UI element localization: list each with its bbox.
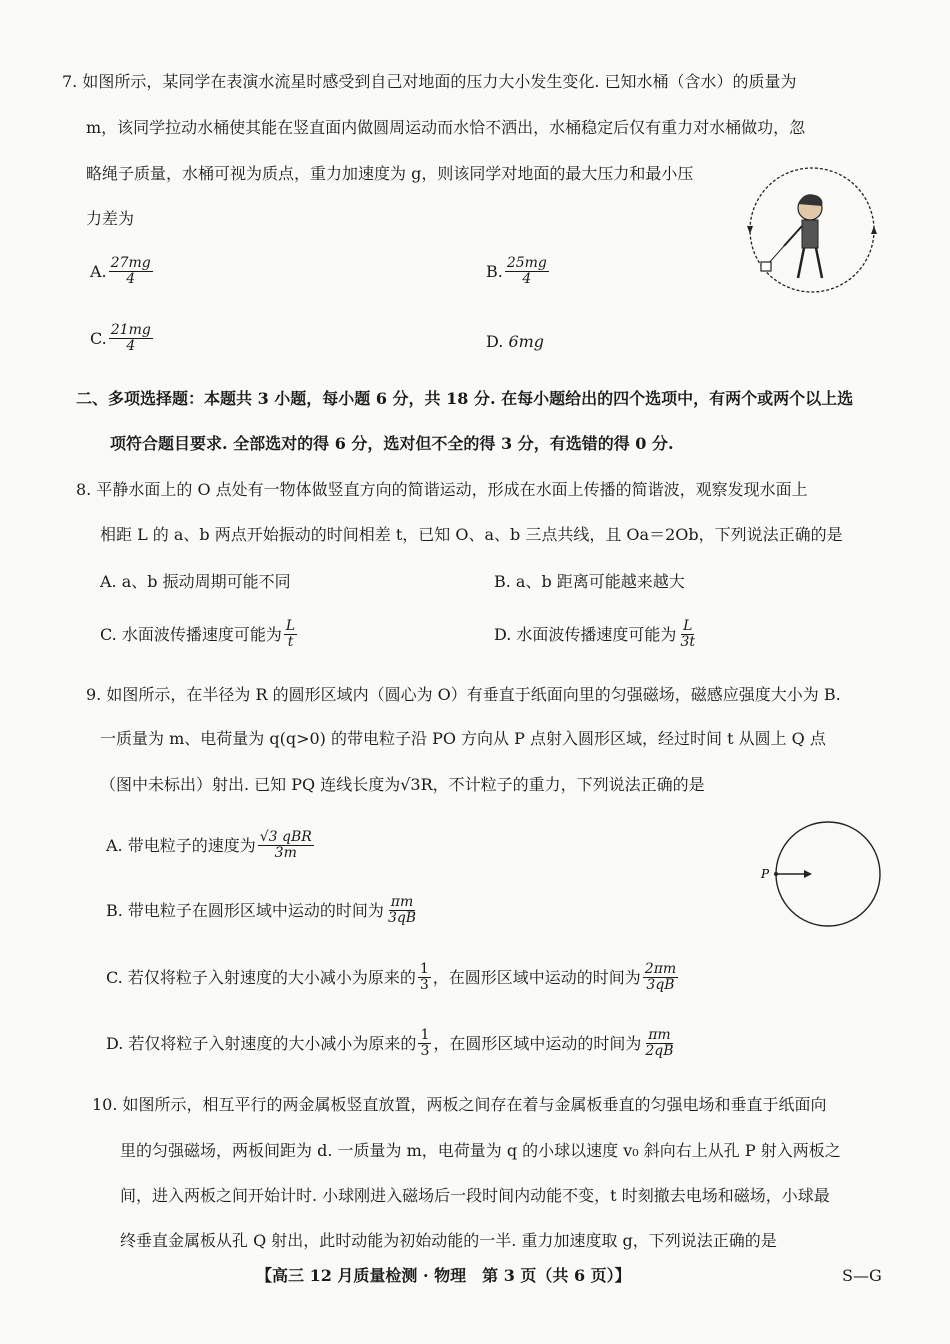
q8-line1: 8. 平静水面上的 O 点处有一物体做竖直方向的简谐运动，形成在水面上传播的简谐波，观察发现水面上 <box>76 480 808 499</box>
q8-option-d: D. 水面波传播速度可能为 $\frac{L}{3t}$ <box>494 618 695 650</box>
q9-option-d-fraction-2: $\frac{\pi m}{2qB}$ <box>645 1027 674 1059</box>
q9-option-d-fraction-1: $\frac{1}{3}$ <box>420 1027 430 1059</box>
q7-option-b-fraction: $\frac{25mg}{4}$ <box>506 255 547 287</box>
water-meteor-figure <box>744 160 884 300</box>
q9-option-c: C. 若仅将粒子入射速度的大小减小为原来的 $\frac{1}{3}$ ，在圆形区域中运动的时间为 $\frac{2\pi m}{3qB}$ <box>106 961 677 993</box>
q7-line2: m，该同学拉动水桶使其能在竖直面内做圆周运动而水恰不洒出，水桶稳定后仅有重力对水桶做功，忽 <box>86 118 806 137</box>
q7-option-a: A. $\frac{27mg}{4}$ <box>90 255 151 287</box>
q7-option-d: D. 6mg <box>486 332 545 351</box>
q7-line4: 力差为 <box>86 209 135 228</box>
q10-line1: 10. 如图所示，相互平行的两金属板竖直放置，两板之间存在着与金属板垂直的匀强电场和垂直于纸面向 <box>92 1095 827 1114</box>
q8-option-b: B. a、b 距离可能越来越大 <box>494 572 685 591</box>
point-p-label: P <box>761 867 770 881</box>
q9-option-c-fraction-2: $\frac{2\pi m}{3qB}$ <box>644 961 677 993</box>
q10-line3: 间，进入两板之间开始计时. 小球刚进入磁场后一段时间内动能不变，t 时刻撤去电场和磁场，小球最 <box>120 1186 830 1205</box>
section2-instructions-line2: 项符合题目要求. 全部选对的得 6 分，选对但不全的得 3 分，有选错的得 0 分. <box>110 434 674 453</box>
q9-option-d: D. 若仅将粒子入射速度的大小减小为原来的 $\frac{1}{3}$ ，在圆形区域中运动的时间为 $\frac{\pi m}{2qB}$ <box>106 1027 674 1059</box>
q10-line4: 终垂直金属板从孔 Q 射出，此时动能为初始动能的一半. 重力加速度取 g，下列说法正确的是 <box>120 1231 777 1250</box>
q8-line2: 相距 L 的 a、b 两点开始振动的时间相差 t，已知 O、a、b 三点共线，且 Oa＝2Ob，下列说法正确的是 <box>100 525 843 544</box>
magnetic-field-circle-figure <box>756 810 886 940</box>
paper-code: S—G <box>842 1266 882 1285</box>
section2-instructions-line1: 二、多项选择题：本题共 3 小题，每小题 6 分，共 18 分. 在每小题给出的四个选项中，有两个或两个以上选 <box>76 389 854 408</box>
q8-option-c: C. 水面波传播速度可能为 $\frac{L}{t}$ <box>100 618 296 650</box>
q9-line1: 9. 如图所示，在半径为 R 的圆形区域内（圆心为 O）有垂直于纸面向里的匀强磁场，磁感应强度大小为 B. <box>86 685 841 704</box>
q9-line2: 一质量为 m、电荷量为 q(q>0) 的带电粒子沿 PO 方向从 P 点射入圆形区域，经过时间 t 从圆上 Q 点 <box>100 729 826 748</box>
q7-option-c: C. $\frac{21mg}{4}$ <box>90 322 151 354</box>
q9-line3: （图中未标出）射出. 已知 PQ 连线长度为√3R，不计粒子的重力，下列说法正确的是 <box>100 775 705 794</box>
q7-option-c-fraction: $\frac{21mg}{4}$ <box>110 322 151 354</box>
q7-line1: 7. 如图所示，某同学在表演水流星时感受到自己对地面的压力大小发生变化. 已知水桶（含水）的质量为 <box>62 72 797 91</box>
q9-option-a: A. 带电粒子的速度为 $\frac{\text{√3 qBR}}{3m}$ <box>106 829 312 861</box>
q9-option-b-fraction: $\frac{\pi m}{3qB}$ <box>387 894 417 926</box>
q10-line2: 里的匀强磁场，两板间距为 d. 一质量为 m，电荷量为 q 的小球以速度 v₀ 斜向右上从孔 P 射入两板之 <box>120 1141 841 1160</box>
q7-option-a-fraction: $\frac{27mg}{4}$ <box>110 255 151 287</box>
q7-line3: 略绳子质量，水桶可视为质点，重力加速度为 g，则该同学对地面的最大压力和最小压 <box>86 164 694 183</box>
q8-option-d-fraction: $\frac{L}{3t}$ <box>680 618 695 650</box>
q8-option-c-fraction: $\frac{L}{t}$ <box>285 618 296 650</box>
page-footer: 【高三 12 月质量检测 · 物理 第 3 页（共 6 页）】 <box>256 1266 631 1285</box>
q9-option-a-fraction: $\frac{\text{√3 qBR}}{3m}$ <box>259 829 312 861</box>
q9-option-c-fraction-1: $\frac{1}{3}$ <box>419 961 429 993</box>
q9-option-b: B. 带电粒子在圆形区域中运动的时间为 $\frac{\pi m}{3qB}$ <box>106 894 417 926</box>
q7-option-b: B. $\frac{25mg}{4}$ <box>486 255 547 287</box>
q8-option-a: A. a、b 振动周期可能不同 <box>100 572 291 591</box>
